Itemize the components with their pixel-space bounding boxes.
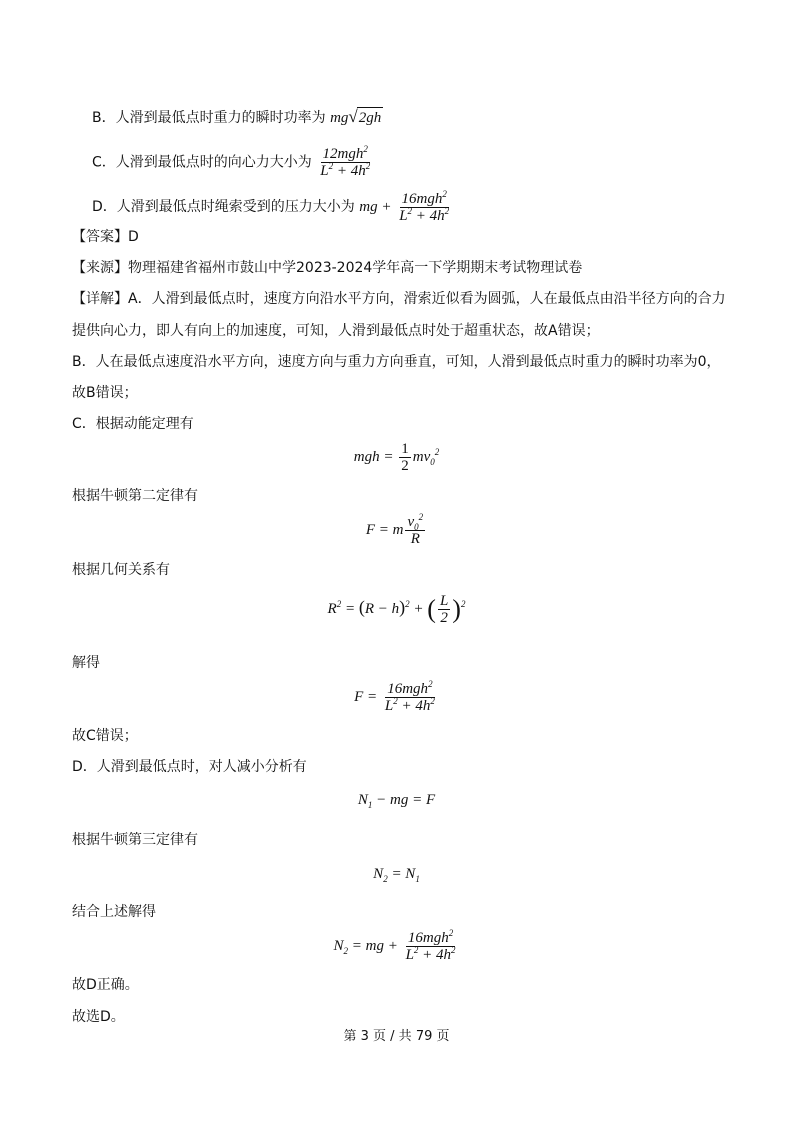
page-footer: 第 3 页 / 共 79 页 bbox=[343, 1029, 450, 1044]
equation-energy: mgh = $\frac{1}{2}$ $mv_0^2$ bbox=[353, 441, 440, 474]
equation-normal-force: $N_1$ − mg = F bbox=[357, 792, 436, 810]
choose-line: 故选D。 bbox=[72, 1009, 125, 1025]
detail-c-intro: C．根据动能定理有 bbox=[72, 416, 194, 432]
equation-geometry: $R^2 = (R - h)^2$ + ( $\frac{L}{2}$ )$^2$ bbox=[327, 593, 466, 626]
option-d-text: D．人滑到最低点时绳索受到的压力大小为 bbox=[92, 198, 355, 215]
equation-result: $N_2$ = mg + $\frac{16mgh^2}{L^2 + 4h^2}$ bbox=[333, 928, 456, 963]
geometry-line: 根据几何关系有 bbox=[72, 562, 170, 578]
detail-a-line-2: 提供向心力，即人有向上的加速度，可知，人滑到最低点时处于超重状态，故A错误； bbox=[72, 323, 600, 339]
source-line: 【来源】物理福建省福州市鼓山中学2023-2024学年高一下学期期末考试物理试卷 bbox=[72, 260, 583, 276]
c-wrong-line: 故C错误； bbox=[72, 728, 138, 744]
combine-line: 结合上述解得 bbox=[72, 904, 156, 920]
newton-third-law-line: 根据牛顿第三定律有 bbox=[72, 832, 198, 848]
detail-d-intro: D．人滑到最低点时，对人减小分析有 bbox=[72, 759, 307, 775]
equation-force: F = $\frac{16mgh^2}{L^2 + 4h^2}$ bbox=[354, 679, 435, 714]
option-d bbox=[92, 191, 453, 224]
option-b-formula: mg√2gh bbox=[330, 107, 382, 126]
answer-line: 【答案】D bbox=[72, 229, 139, 245]
detail-a-line-1: 【详解】A．人滑到最低点时，速度方向沿水平方向，滑索近似看为圆弧，人在最低点由沿半径方向的合力 bbox=[72, 291, 726, 307]
option-c bbox=[92, 146, 374, 179]
equation-centripetal: F = m $\frac{v_0^2}{R}$ bbox=[365, 512, 424, 547]
equation-third-law: $N_2 = N_1$ bbox=[373, 866, 420, 884]
solve-line: 解得 bbox=[72, 655, 100, 671]
option-b-text: B．人滑到最低点时重力的瞬时功率为 bbox=[92, 110, 326, 126]
newton-second-law-line: 根据牛顿第二定律有 bbox=[72, 488, 198, 504]
option-d-formula: mg + $\frac{16mgh^2}{L^2 + 4h^2}$ bbox=[359, 189, 450, 224]
detail-b-line-1: B．人在最低点速度沿水平方向，速度方向与重力方向垂直，可知，人滑到最低点时重力的瞬时功率为0， bbox=[72, 354, 721, 370]
option-c-formula: $\frac{12mgh^2}{L^2 + 4h^2}$ bbox=[320, 144, 371, 179]
d-correct-line: 故D正确。 bbox=[72, 977, 139, 993]
detail-b-line-2: 故B错误； bbox=[72, 385, 138, 401]
option-c-text: C．人滑到最低点时的向心力大小为 bbox=[92, 154, 312, 171]
option-b bbox=[92, 107, 383, 128]
